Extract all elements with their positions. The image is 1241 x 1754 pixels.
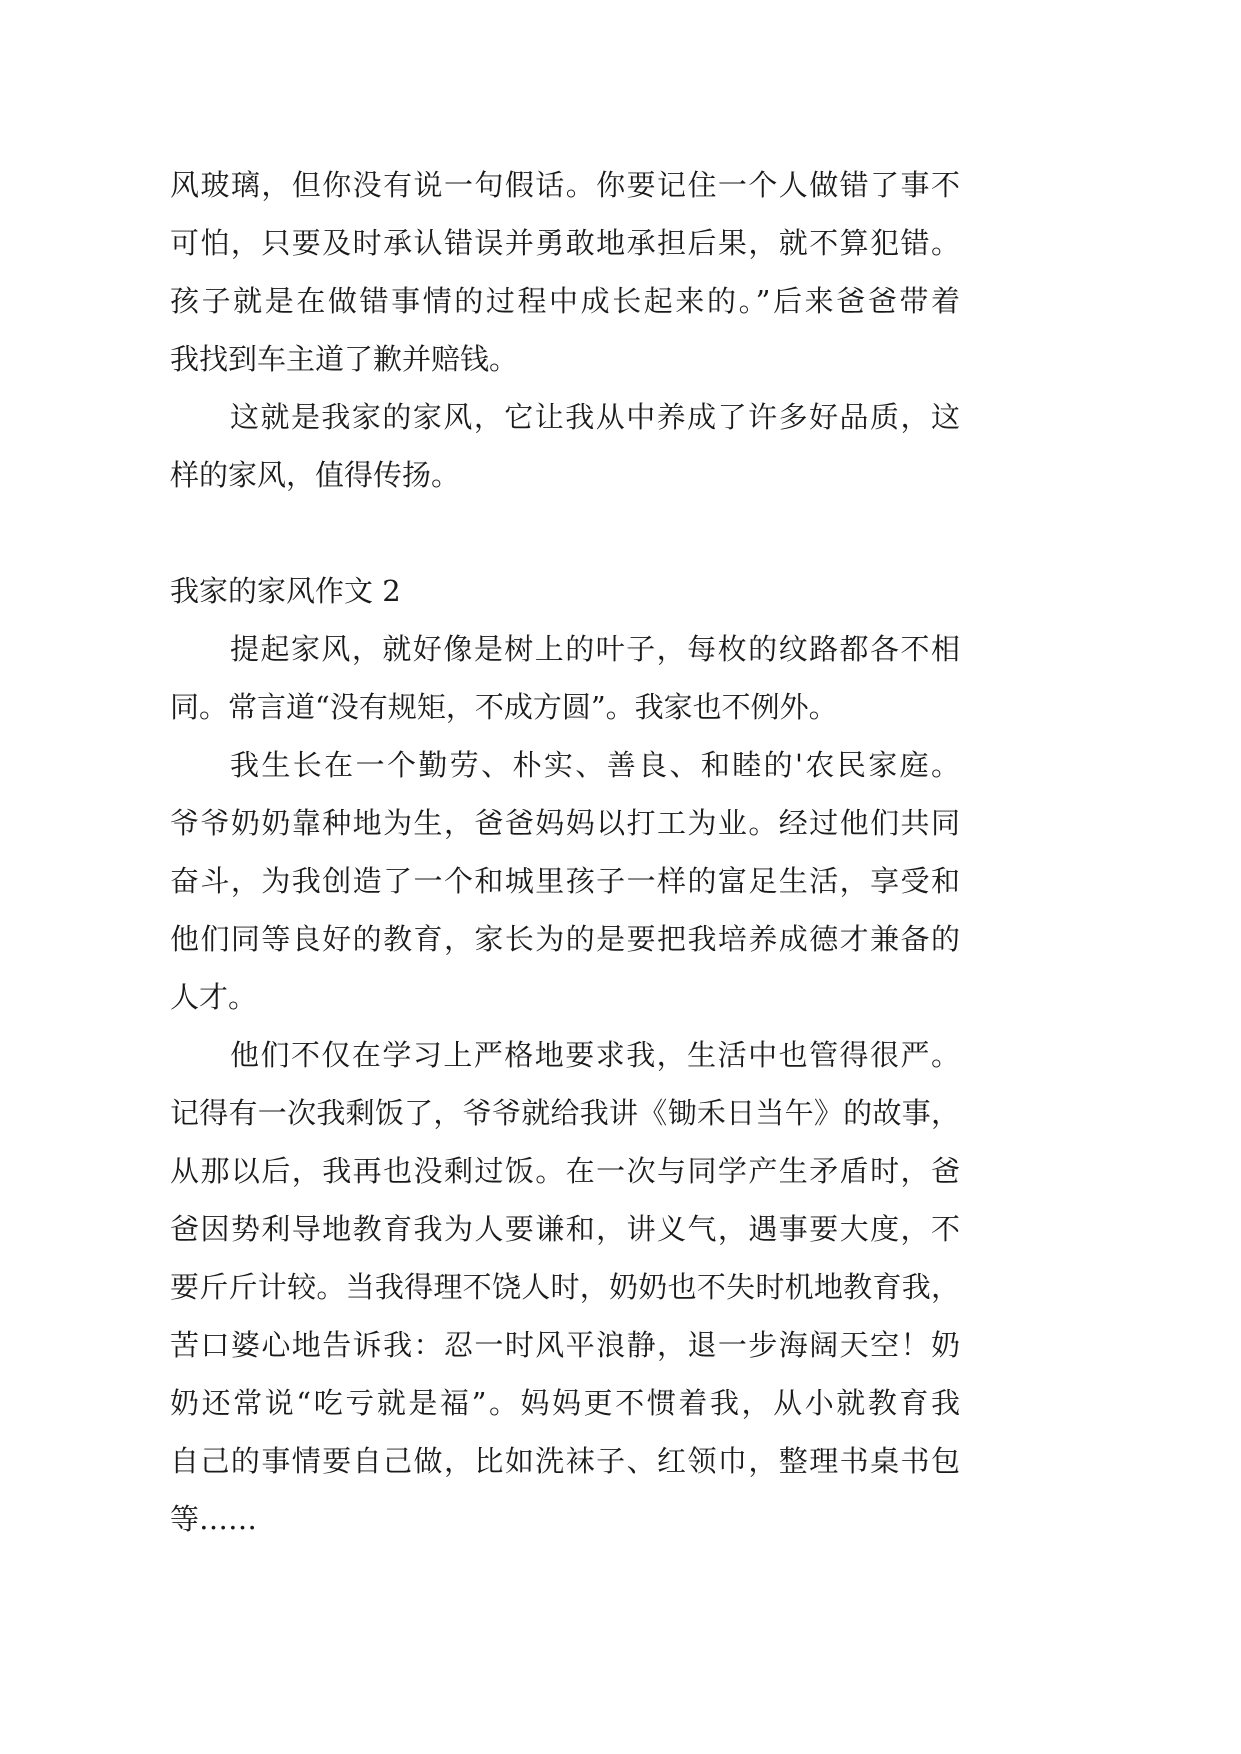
essay-title: 我家的家风作文 2 [170, 574, 401, 608]
text-line: 他们不仅在学习上严格地要求我，生活中也管得很严。 [230, 1038, 960, 1072]
text-line: 提起家风，就好像是树上的叶子，每枚的纹路都各不相 [230, 632, 960, 666]
text-line: 我生长在一个勤劳、朴实、善良、和睦的'农民家庭。 [230, 748, 960, 782]
text-line: 人才。 [170, 980, 258, 1014]
text-line: 同。常言道“没有规矩，不成方圆”。我家也不例外。 [170, 690, 838, 724]
text-line: 孩子就是在做错事情的过程中成长起来的。”后来爸爸带着 [170, 284, 960, 318]
text-line: 奶还常说“吃亏就是福”。妈妈更不惯着我，从小就教育我 [170, 1386, 960, 1420]
paragraph-continuation [170, 156, 960, 388]
text-line: 我找到车主道了歉并赔钱。 [170, 342, 519, 376]
text-line: 记得有一次我剩饭了，爷爷就给我讲《锄禾日当午》的故事， [170, 1096, 960, 1130]
text-line: 爷爷奶奶靠种地为生，爸爸妈妈以打工为业。经过他们共同 [170, 806, 960, 840]
text-line: 爸因势利导地教育我为人要谦和，讲义气，遇事要大度，不 [170, 1212, 960, 1246]
text-line: 这就是我家的家风，它让我从中养成了许多好品质，这 [230, 400, 960, 434]
paragraph-strict [170, 1026, 960, 1548]
paragraph-intro [170, 620, 960, 736]
text-line: 从那以后，我再也没剩过饭。在一次与同学产生矛盾时，爸 [170, 1154, 960, 1188]
document-page [170, 156, 960, 1548]
blank-line [170, 504, 960, 562]
text-line: 要斤斤计较。当我得理不饶人时，奶奶也不失时机地教育我， [170, 1270, 960, 1304]
paragraph-conclusion [170, 388, 960, 504]
text-line: 他们同等良好的教育，家长为的是要把我培养成德才兼备的 [170, 922, 960, 956]
text-line: 奋斗，为我创造了一个和城里孩子一样的富足生活，享受和 [170, 864, 960, 898]
text-line: 等…… [170, 1502, 258, 1536]
text-line: 样的家风，值得传扬。 [170, 458, 461, 492]
text-line: 苦口婆心地告诉我：忍一时风平浪静，退一步海阔天空！奶 [170, 1328, 960, 1362]
paragraph-family [170, 736, 960, 1026]
text-line: 可怕，只要及时承认错误并勇敢地承担后果，就不算犯错。 [170, 226, 960, 260]
text-line: 风玻璃，但你没有说一句假话。你要记住一个人做错了事不 [170, 168, 960, 202]
text-line: 自己的事情要自己做，比如洗袜子、红领巾，整理书桌书包 [170, 1444, 960, 1478]
